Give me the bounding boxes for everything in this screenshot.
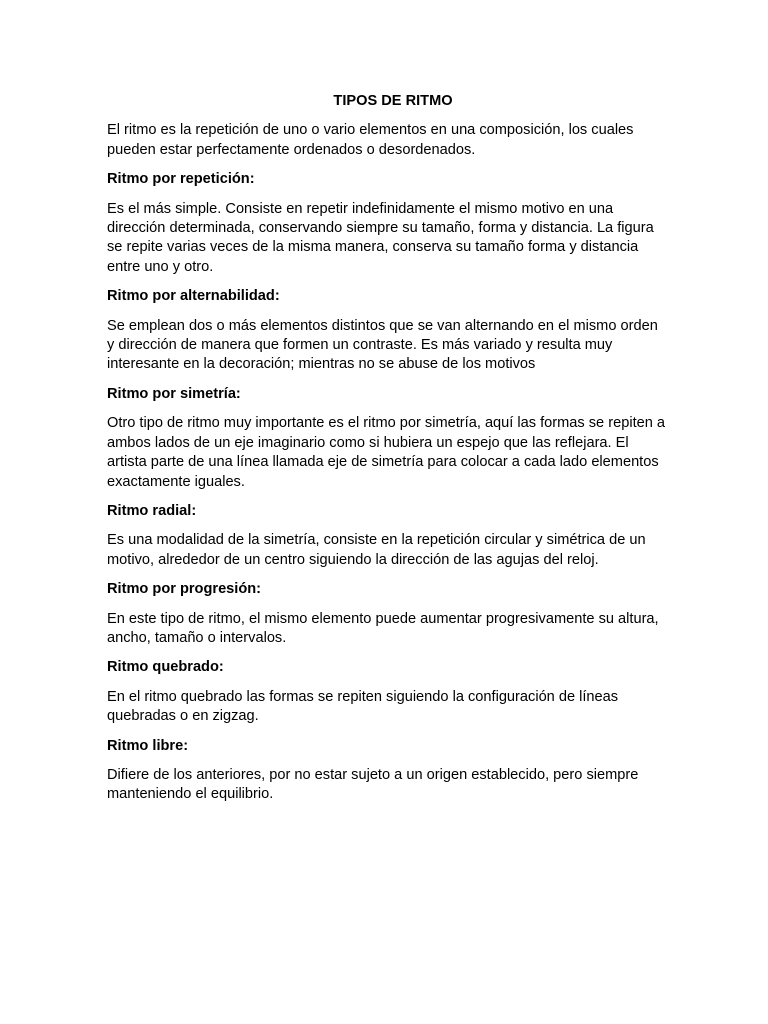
- section-heading: Ritmo quebrado:: [107, 659, 224, 676]
- section-heading: Ritmo libre:: [107, 737, 189, 754]
- section-text: En el ritmo quebrado las formas se repiten siguiendo la configuración de líneas quebradas o en zigzag.: [107, 688, 619, 725]
- section-alternabilidad: [107, 287, 667, 375]
- intro-paragraph: El ritmo es la repetición de uno o vario elementos en una composición, los cuales pueden estar perfectamente ordenados o desordenados.: [107, 122, 634, 158]
- section-text: Difiere de los anteriores, por no estar sujeto a un origen establecido, pero siempre manteniendo el equilibrio.: [107, 766, 639, 803]
- section-text: Es una modalidad de la simetría, consiste en la repetición circular y simétrica de un motivo, alrededor de un centro siguiendo la dirección de las agujas del reloj.: [107, 532, 646, 568]
- section-repeticion: [107, 170, 667, 277]
- section-quebrado: [107, 658, 667, 726]
- section-text: Se emplean dos o más elementos distintos que se van alternando en el mismo orden y dirección de manera que formen un contraste. Es más variado y resulta muy interesante en la decoración; mientras no se abuse de los motivos: [107, 317, 658, 373]
- section-text: Es el más simple. Consiste en repetir indefinidamente el mismo motivo en una dirección determinada, conservando siempre su tamaño, forma y distancia. La figura se repite varias veces de la misma manera, conserva su tamaño forma y distancia entre uno y otro.: [107, 200, 654, 275]
- section-text: Otro tipo de ritmo muy importante es el ritmo por simetría, aquí las formas se repiten a ambos lados de un eje imaginario como si hubiera un espejo que las reflejara. El artista parte de una línea llamada eje de simetría para colocar a cada lado elementos exactamente iguales.: [107, 415, 666, 490]
- section-simetria: [107, 385, 667, 492]
- section-heading: Ritmo por progresión:: [107, 581, 262, 598]
- section-progresion: [107, 580, 667, 648]
- document-title: TIPOS DE RITMO: [333, 93, 453, 109]
- section-text: En este tipo de ritmo, el mismo elemento puede aumentar progresivamente su altura, ancho, tamaño o intervalos.: [107, 610, 659, 646]
- document-content: [107, 92, 667, 815]
- section-libre: [107, 737, 667, 805]
- section-heading: Ritmo por simetría:: [107, 385, 241, 402]
- section-heading: Ritmo radial:: [107, 502, 197, 519]
- section-heading: Ritmo por repetición:: [107, 171, 255, 188]
- section-radial: [107, 502, 667, 570]
- section-heading: Ritmo por alternabilidad:: [107, 288, 280, 305]
